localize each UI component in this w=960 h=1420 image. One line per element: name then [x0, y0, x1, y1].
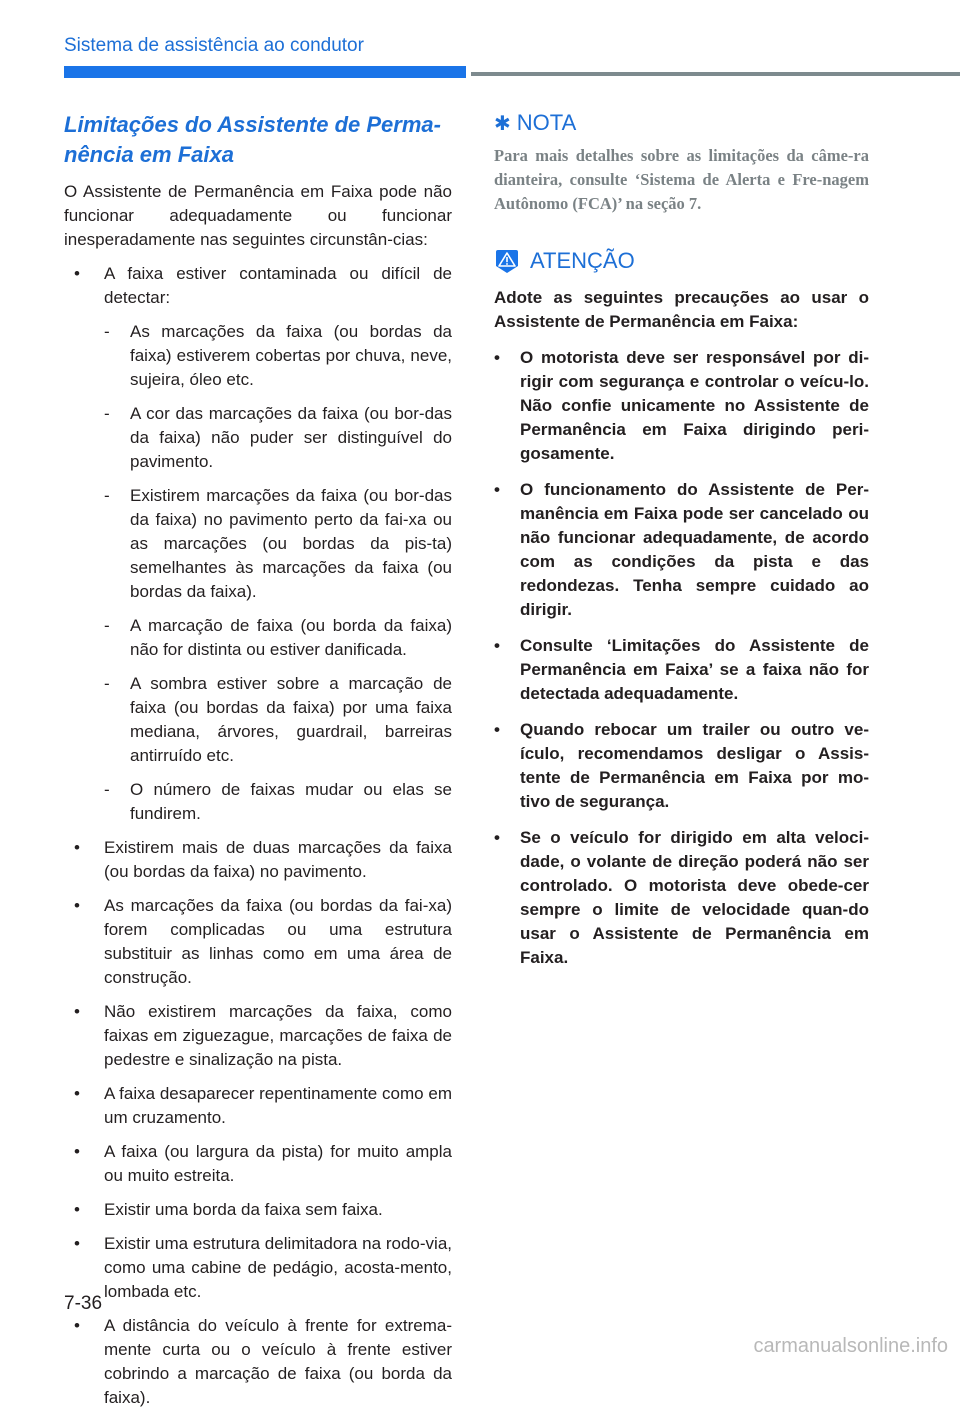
note-title: NOTA — [516, 110, 577, 135]
sub-list-item: - A marcação de faixa (ou borda da faixa) não for distinta ou estiver danificada. — [104, 614, 452, 662]
list-item-text: A faixa estiver contaminada ou difícil de detectar: — [104, 264, 452, 307]
warning-title: ATENÇÃO — [530, 248, 635, 273]
page-number: 7-36 — [64, 1293, 103, 1314]
section-header-title: Sistema de assistência ao condutor — [64, 35, 364, 56]
list-item: • A faixa (ou largura da pista) for muito ampla ou muito estreita. — [64, 1140, 452, 1188]
asterisk-icon: ✱ — [494, 112, 511, 135]
section-title-line1: Limitações do Assistente de Perma- — [64, 112, 441, 137]
list-item — [64, 262, 452, 826]
note-text: Para mais detalhes sobre as limitações da câme-ra dianteira, consulte ‘Sistema de Alerta e Fre-nagem Autônomo (FCA)’ na seção 7. — [494, 146, 869, 213]
list-item: • A faixa desaparecer repentinamente como em um cruzamento. — [64, 1082, 452, 1130]
note-heading — [494, 110, 869, 136]
list-item: • As marcações da faixa (ou bordas da fai-xa) forem complicadas ou uma estrutura substituir as linhas como em uma área de construção. — [64, 894, 452, 990]
sub-list-item: - A sombra estiver sobre a marcação de faixa (ou bordas da faixa) por uma faixa mediana, árvores, guardrail, barreiras antirruído etc. — [104, 672, 452, 768]
section-title-line2: nência em Faixa — [64, 142, 234, 167]
list-item: • Quando rebocar um trailer ou outro ve-ículo, recomendamos desligar o Assis-tente de Permanência em Faixa por mo-tivo de segurança. — [494, 718, 869, 814]
list-item: • O motorista deve ser responsável por di-rigir com segurança e controlar o veícu-lo. Não confie unicamente no Assistente de Permanência em Faixa dirigindo peri-gosamente. — [494, 346, 869, 466]
list-item: • Existirem mais de duas marcações da faixa (ou bordas da faixa) no pavimento. — [64, 836, 452, 884]
watermark: carmanualsonline.info — [753, 1335, 948, 1357]
left-column — [64, 110, 452, 1420]
sub-list-item: - Existirem marcações da faixa (ou bor-das da faixa) no pavimento perto da fai-xa ou as marcações (ou bordas da pis-ta) semelhantes às marcações da faixa (ou bordas da faixa). — [104, 484, 452, 604]
list-item: • O funcionamento do Assistente de Per-manência em Faixa pode ser cancelado ou não funcionar adequadamente, de acordo com as condições da pista e das redondezas. Tenha sempre cuidado ao dirigir. — [494, 478, 869, 622]
list-item: • Se o veículo for dirigido em alta veloci-dade, o volante de direção poderá não ser controlado. O motorista deve obede-cer sempre o limite de velocidade quan-do usar o Assistente de Permanência em Faixa. — [494, 826, 869, 970]
warning-icon — [494, 248, 520, 274]
list-item: • A distância do veículo à frente for extrema-mente curta ou o veículo à frente estiver cobrindo a marcação de faixa (ou borda da faixa). — [64, 1314, 452, 1410]
header-bar-blue — [64, 66, 466, 78]
warning-list — [494, 346, 869, 970]
sub-list-item: - A cor das marcações da faixa (ou bor-das da faixa) não puder ser distinguível do pavimento. — [104, 402, 452, 474]
sub-list-item: - As marcações da faixa (ou bordas da faixa) estiverem cobertas por chuva, neve, sujeira, óleo etc. — [104, 320, 452, 392]
sub-list-item: - O número de faixas mudar ou elas se fundirem. — [104, 778, 452, 826]
right-column — [494, 110, 869, 982]
list-item: • Existir uma borda da faixa sem faixa. — [64, 1198, 452, 1222]
header-bar-gray — [471, 72, 960, 76]
section-title — [64, 110, 452, 170]
list-item: • Não existirem marcações da faixa, como faixas em ziguezague, marcações de faixa de pedestre e sinalização na pista. — [64, 1000, 452, 1072]
sub-list — [104, 320, 452, 826]
list-item: • Consulte ‘Limitações do Assistente de Permanência em Faixa’ se a faixa não for detectada adequadamente. — [494, 634, 869, 706]
limitations-list — [64, 262, 452, 1410]
warning-intro: Adote as seguintes precauções ao usar o Assistente de Permanência em Faixa: — [494, 288, 869, 331]
intro-paragraph: O Assistente de Permanência em Faixa pode não funcionar adequadamente ou funcionar inesperadamente nas seguintes circunstân-cias: — [64, 182, 452, 249]
list-item: • Existir uma estrutura delimitadora na rodo-via, como uma cabine de pedágio, acosta-mento, lombada etc. — [64, 1232, 452, 1304]
warning-body — [494, 286, 869, 970]
warning-heading — [494, 248, 869, 274]
